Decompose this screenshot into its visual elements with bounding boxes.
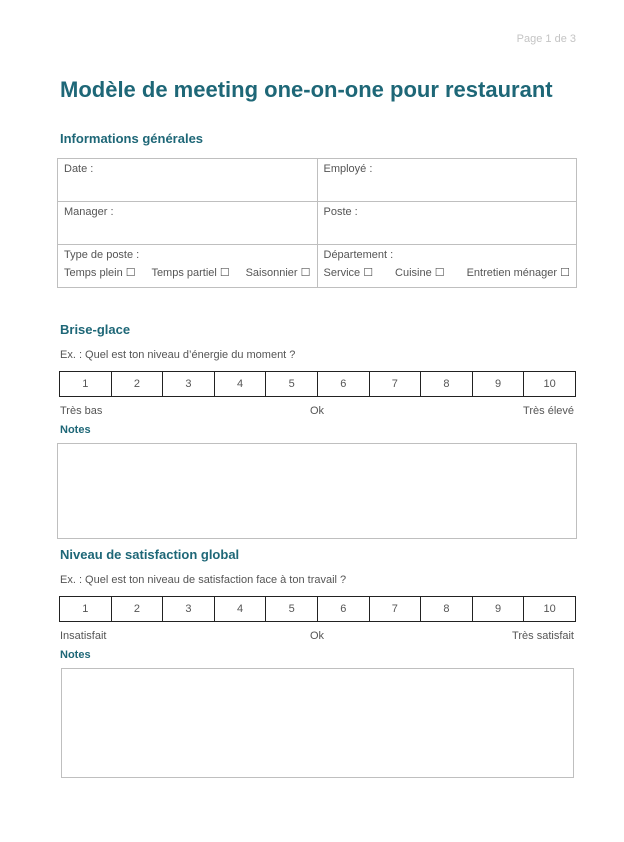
satisfaction-scale-option[interactable]: 2 [111, 597, 163, 622]
icebreaker-low-label: Très bas [60, 405, 103, 417]
icebreaker-prompt: Ex. : Quel est ton niveau d’énergie du moment ? [60, 349, 296, 361]
satisfaction-high-label: Très satisfait [512, 630, 574, 642]
satisfaction-notes-box[interactable] [61, 668, 574, 778]
icebreaker-scale-option[interactable]: 5 [266, 372, 318, 397]
icebreaker-mid-label: Ok [309, 405, 325, 417]
department-label: Département : [323, 249, 394, 261]
satisfaction-heading: Niveau de satisfaction global [60, 547, 240, 562]
department-cell [317, 245, 577, 288]
icebreaker-scale-option[interactable]: 7 [369, 372, 421, 397]
icebreaker-high-label: Très élevé [523, 405, 574, 417]
satisfaction-mid-label: Ok [309, 630, 325, 642]
job-type-label: Type de poste : [64, 249, 140, 261]
icebreaker-scale-option[interactable]: 2 [111, 372, 163, 397]
department-checkbox-housekeeping[interactable]: Entretien ménager ☐ [466, 267, 570, 279]
employee-field[interactable] [317, 159, 577, 202]
employee-label: Employé : [323, 163, 373, 175]
date-field[interactable] [58, 159, 318, 202]
icebreaker-scale-option[interactable]: 1 [60, 372, 112, 397]
satisfaction-scale-option[interactable]: 6 [317, 597, 369, 622]
general-info-table [57, 158, 577, 288]
job-type-checkbox-seasonal[interactable]: Saisonnier ☐ [245, 267, 311, 279]
satisfaction-scale-option[interactable]: 1 [60, 597, 112, 622]
general-info-heading: Informations générales [60, 131, 204, 146]
icebreaker-scale-option[interactable]: 4 [214, 372, 266, 397]
department-checkbox-service[interactable]: Service ☐ [323, 267, 374, 279]
satisfaction-low-label: Insatisfait [60, 630, 107, 642]
manager-label: Manager : [64, 206, 114, 218]
satisfaction-scale-option[interactable]: 3 [163, 597, 215, 622]
satisfaction-scale-option[interactable]: 8 [421, 597, 473, 622]
manager-field[interactable] [58, 202, 318, 245]
position-label: Poste : [323, 206, 358, 218]
date-label: Date : [64, 163, 94, 175]
icebreaker-scale [59, 371, 576, 397]
job-type-checkbox-full-time[interactable]: Temps plein ☐ [64, 267, 136, 279]
icebreaker-scale-option[interactable]: 6 [317, 372, 369, 397]
satisfaction-scale [59, 596, 576, 622]
icebreaker-scale-option[interactable]: 8 [421, 372, 473, 397]
job-type-cell [58, 245, 318, 288]
satisfaction-prompt: Ex. : Quel est ton niveau de satisfaction face à ton travail ? [60, 574, 347, 586]
page-number: Page 1 de 3 [516, 33, 576, 45]
department-checkbox-kitchen[interactable]: Cuisine ☐ [395, 267, 445, 279]
icebreaker-scale-option[interactable]: 10 [524, 372, 576, 397]
icebreaker-scale-option[interactable]: 9 [472, 372, 524, 397]
icebreaker-notes-label: Notes [60, 424, 91, 436]
satisfaction-notes-label: Notes [60, 649, 91, 661]
icebreaker-notes-box[interactable] [57, 443, 577, 539]
icebreaker-heading: Brise-glace [60, 322, 131, 337]
satisfaction-scale-option[interactable]: 9 [472, 597, 524, 622]
satisfaction-scale-option[interactable]: 10 [524, 597, 576, 622]
job-type-checkbox-part-time[interactable]: Temps partiel ☐ [151, 267, 230, 279]
position-field[interactable] [317, 202, 577, 245]
icebreaker-scale-option[interactable]: 3 [163, 372, 215, 397]
satisfaction-scale-option[interactable]: 7 [369, 597, 421, 622]
satisfaction-scale-option[interactable]: 4 [214, 597, 266, 622]
document-title: Modèle de meeting one-on-one pour restaurant [60, 77, 553, 102]
satisfaction-scale-option[interactable]: 5 [266, 597, 318, 622]
